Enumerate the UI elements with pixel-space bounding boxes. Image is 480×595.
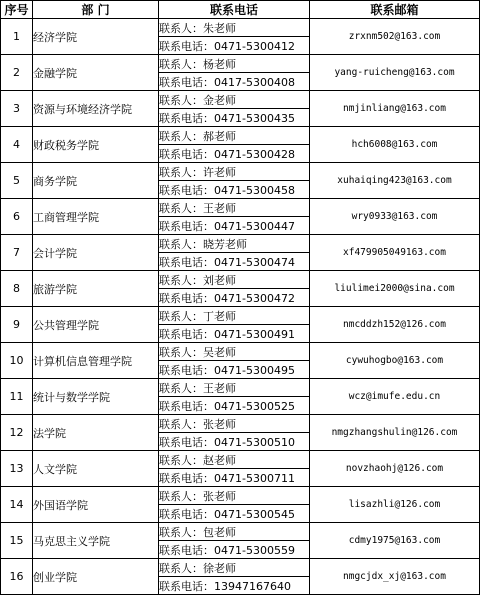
table-row [1,163,480,181]
phone-number-cell [159,505,310,523]
department-name: 马克思主义学院 [33,523,159,559]
email-address[interactable]: nmjinliang@163.com [310,91,480,127]
email-address[interactable]: liulimei2000@sina.com [310,271,480,307]
header-no: 序号 [1,1,33,19]
department-name: 资源与环境经济学院 [33,91,159,127]
department-name: 经济学院 [33,19,159,55]
phone-number-cell [159,253,310,271]
row-number: 15 [1,523,33,559]
email-address[interactable]: cdmy1975@163.com [310,523,480,559]
phone-number: 0471-5300711 [214,471,295,485]
row-number: 13 [1,451,33,487]
phone-number-cell [159,73,310,91]
phone-number-label: 联系电话： [159,363,214,377]
contact-person-cell [159,55,310,73]
email-address[interactable]: wry0933@163.com [310,199,480,235]
phone-number-label: 联系电话： [159,147,214,161]
contact-person-label: 联系人： [159,525,203,539]
phone-number: 0471-5300447 [214,219,295,233]
contact-person-cell [159,127,310,145]
phone-number-label: 联系电话： [159,543,214,557]
row-number: 7 [1,235,33,271]
email-address[interactable]: novzhaohj@126.com [310,451,480,487]
phone-number-label: 联系电话： [159,435,214,449]
phone-number-label: 联系电话： [159,399,214,413]
phone-number-cell [159,361,310,379]
contact-person-cell [159,487,310,505]
phone-number-label: 联系电话： [159,507,214,521]
contact-person-label: 联系人： [159,57,203,71]
department-name: 商务学院 [33,163,159,199]
phone-number-label: 联系电话： [159,111,214,125]
header-email: 联系邮箱 [310,1,480,19]
row-number: 6 [1,199,33,235]
table-row [1,91,480,109]
email-address[interactable]: wcz@imufe.edu.cn [310,379,480,415]
department-name: 会计学院 [33,235,159,271]
phone-number-cell [159,325,310,343]
contact-person-label: 联系人： [159,273,203,287]
department-name: 工商管理学院 [33,199,159,235]
contact-person-name: 朱老师 [203,21,236,35]
department-name: 法学院 [33,415,159,451]
header-phone: 联系电话 [159,1,310,19]
phone-number: 0471-5300458 [214,183,295,197]
contact-person-name: 杨老师 [203,57,236,71]
contact-person-cell [159,451,310,469]
phone-number: 0417-5300408 [214,75,295,89]
department-name: 计算机信息管理学院 [33,343,159,379]
header-dept: 部 门 [33,1,159,19]
table-row [1,307,480,325]
contact-person-label: 联系人： [159,561,203,575]
phone-number-cell [159,217,310,235]
phone-number-cell [159,289,310,307]
contact-person-name: 王老师 [203,381,236,395]
table-row [1,343,480,361]
table-row [1,127,480,145]
email-address[interactable]: hch6008@163.com [310,127,480,163]
contact-person-cell [159,271,310,289]
phone-number-label: 联系电话： [159,291,214,305]
table-row [1,55,480,73]
email-address[interactable]: yang-ruicheng@163.com [310,55,480,91]
phone-number: 0471-5300545 [214,507,295,521]
contact-person-name: 包老师 [203,525,236,539]
contact-person-name: 刘老师 [203,273,236,287]
contact-person-label: 联系人： [159,489,203,503]
phone-number-cell [159,397,310,415]
contact-person-name: 晓芳老师 [203,237,247,251]
phone-number: 0471-5300472 [214,291,295,305]
contact-person-cell [159,163,310,181]
table-row [1,379,480,397]
phone-number: 0471-5300559 [214,543,295,557]
table-row [1,451,480,469]
phone-number-cell [159,109,310,127]
contact-person-label: 联系人： [159,453,203,467]
phone-number-label: 联系电话： [159,579,214,593]
contact-person-name: 许老师 [203,165,236,179]
phone-number: 0471-5300491 [214,327,295,341]
contact-person-cell [159,91,310,109]
phone-number: 0471-5300474 [214,255,295,269]
contact-person-cell [159,523,310,541]
table-row [1,523,480,541]
table-row [1,487,480,505]
row-number: 1 [1,19,33,55]
phone-number-label: 联系电话： [159,471,214,485]
phone-number-cell [159,145,310,163]
contact-person-name: 张老师 [203,417,236,431]
row-number: 11 [1,379,33,415]
phone-number: 0471-5300525 [214,399,295,413]
contact-person-label: 联系人： [159,21,203,35]
phone-number: 0471-5300428 [214,147,295,161]
table-row [1,199,480,217]
phone-number: 13947167640 [214,579,291,593]
phone-number: 0471-5300510 [214,435,295,449]
contact-person-name: 郝老师 [203,129,236,143]
contact-person-name: 赵老师 [203,453,236,467]
contact-person-label: 联系人： [159,129,203,143]
contact-person-label: 联系人： [159,381,203,395]
email-address[interactable]: zrxnm502@163.com [310,19,480,55]
row-number: 5 [1,163,33,199]
email-address[interactable]: xf479905049163.com [310,235,480,271]
phone-number-label: 联系电话： [159,219,214,233]
contact-person-name: 丁老师 [203,309,236,323]
phone-number-label: 联系电话： [159,327,214,341]
contact-person-label: 联系人： [159,201,203,215]
phone-number: 0471-5300435 [214,111,295,125]
email-address[interactable]: cywuhogbo@163.com [310,343,480,379]
table-row [1,415,480,433]
table-row [1,559,480,577]
contact-person-name: 王老师 [203,201,236,215]
contact-person-name: 金老师 [203,93,236,107]
department-name: 统计与数学学院 [33,379,159,415]
contact-person-label: 联系人： [159,417,203,431]
contact-person-cell [159,343,310,361]
phone-number-cell [159,541,310,559]
table-row [1,271,480,289]
contact-person-cell [159,559,310,577]
row-number: 14 [1,487,33,523]
phone-number: 0471-5300412 [214,39,295,53]
contact-person-label: 联系人： [159,237,203,251]
contact-person-cell [159,199,310,217]
department-name: 创业学院 [33,559,159,595]
row-number: 16 [1,559,33,595]
department-name: 公共管理学院 [33,307,159,343]
contact-person-cell [159,19,310,37]
department-name: 金融学院 [33,55,159,91]
contact-person-cell [159,235,310,253]
email-address[interactable]: nmcddzh152@126.com [310,307,480,343]
table-row [1,235,480,253]
phone-number-cell [159,577,310,595]
row-number: 2 [1,55,33,91]
department-name: 人文学院 [33,451,159,487]
contact-person-label: 联系人： [159,165,203,179]
contact-person-label: 联系人： [159,309,203,323]
phone-number-label: 联系电话： [159,39,214,53]
phone-number-label: 联系电话： [159,183,214,197]
department-name: 旅游学院 [33,271,159,307]
contact-person-name: 吴老师 [203,345,236,359]
contact-person-cell [159,307,310,325]
department-name: 财政税务学院 [33,127,159,163]
email-address[interactable]: nmgzhangshulin@126.com [310,415,480,451]
row-number: 9 [1,307,33,343]
email-address[interactable]: nmgcjdx_xj@163.com [310,559,480,595]
email-address[interactable]: xuhaiqing423@163.com [310,163,480,199]
phone-number-cell [159,37,310,55]
phone-number-cell [159,469,310,487]
table-body [1,19,480,595]
row-number: 8 [1,271,33,307]
row-number: 4 [1,127,33,163]
phone-number-cell [159,433,310,451]
phone-number-label: 联系电话： [159,75,214,89]
row-number: 3 [1,91,33,127]
department-name: 外国语学院 [33,487,159,523]
phone-number-label: 联系电话： [159,255,214,269]
table-row [1,19,480,37]
contact-person-cell [159,415,310,433]
phone-number-cell [159,181,310,199]
header-row [1,1,480,19]
email-address[interactable]: lisazhli@126.com [310,487,480,523]
contact-person-label: 联系人： [159,345,203,359]
row-number: 10 [1,343,33,379]
phone-number: 0471-5300495 [214,363,295,377]
row-number: 12 [1,415,33,451]
contact-person-name: 张老师 [203,489,236,503]
contact-person-cell [159,379,310,397]
contact-person-name: 徐老师 [203,561,236,575]
contact-person-label: 联系人： [159,93,203,107]
